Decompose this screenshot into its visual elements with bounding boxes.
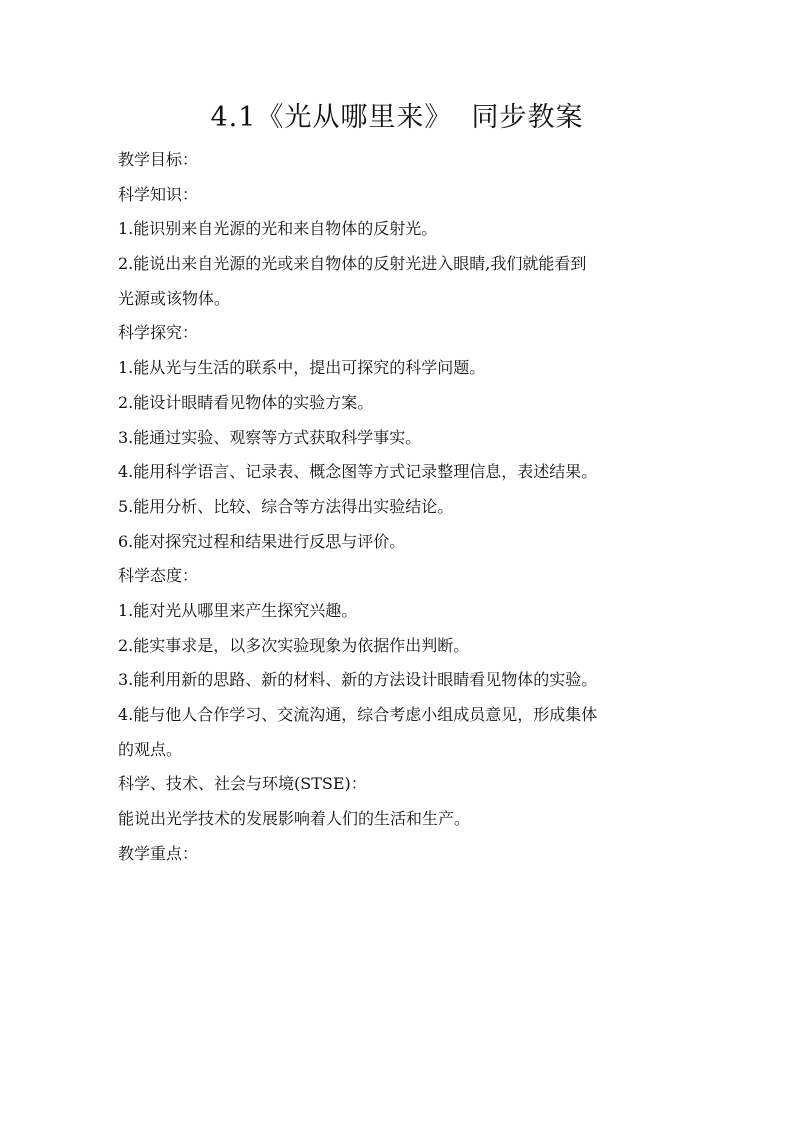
paragraph-line: 3.能通过实验、观察等方式获取科学事实。 [118,427,422,447]
subheading-stse: 科学、技术、社会与环境(STSE)： [118,774,367,794]
document-title: 4.1《光从哪里来》 同步教案 [210,102,584,133]
subheading-science-inquiry: 科学探究： [118,323,199,343]
paragraph-line: 4.能与他人合作学习、交流沟通，综合考虑小组成员意见，形成集体 [118,705,598,724]
paragraph-line: 6.能对探究过程和结果进行反思与评价。 [118,531,406,551]
paragraph-line: 1.能对光从哪里来产生探究兴趣。 [118,600,358,620]
paragraph-line: 5.能用分析、比较、综合等方法得出实验结论。 [118,496,454,516]
paragraph-line: 2.能设计眼睛看见物体的实验方案。 [118,392,374,412]
section-heading-objectives: 教学目标： [118,150,199,169]
subheading-science-knowledge: 科学知识： [118,184,199,204]
paragraph-line: 3.能利用新的思路、新的材料、新的方法设计眼睛看见物体的实验。 [118,670,598,690]
paragraph-line: 能说出光学技术的发展影响着人们的生活和生产。 [118,809,471,829]
document-body [118,143,688,871]
section-heading-key-points: 教学重点： [118,843,199,863]
paragraph-line: 1.能识别来自光源的光和来自物体的反射光。 [118,219,438,239]
paragraph-line: 2.能实事求是，以多次实验现象为依据作出判断。 [118,635,470,655]
paragraph-line: 2.能说出来自光源的光或来自物体的反射光进入眼睛,我们就能看到 [118,254,587,274]
paragraph-line: 4.能用科学语言、记录表、概念图等方式记录整理信息，表述结果。 [118,462,598,482]
paragraph-line: 1.能从光与生活的联系中，提出可探究的科学问题。 [118,358,486,378]
subheading-science-attitude: 科学态度： [118,566,199,586]
paragraph-line: 光源或该物体。 [118,288,231,308]
paragraph-line: 的观点。 [118,739,183,759]
